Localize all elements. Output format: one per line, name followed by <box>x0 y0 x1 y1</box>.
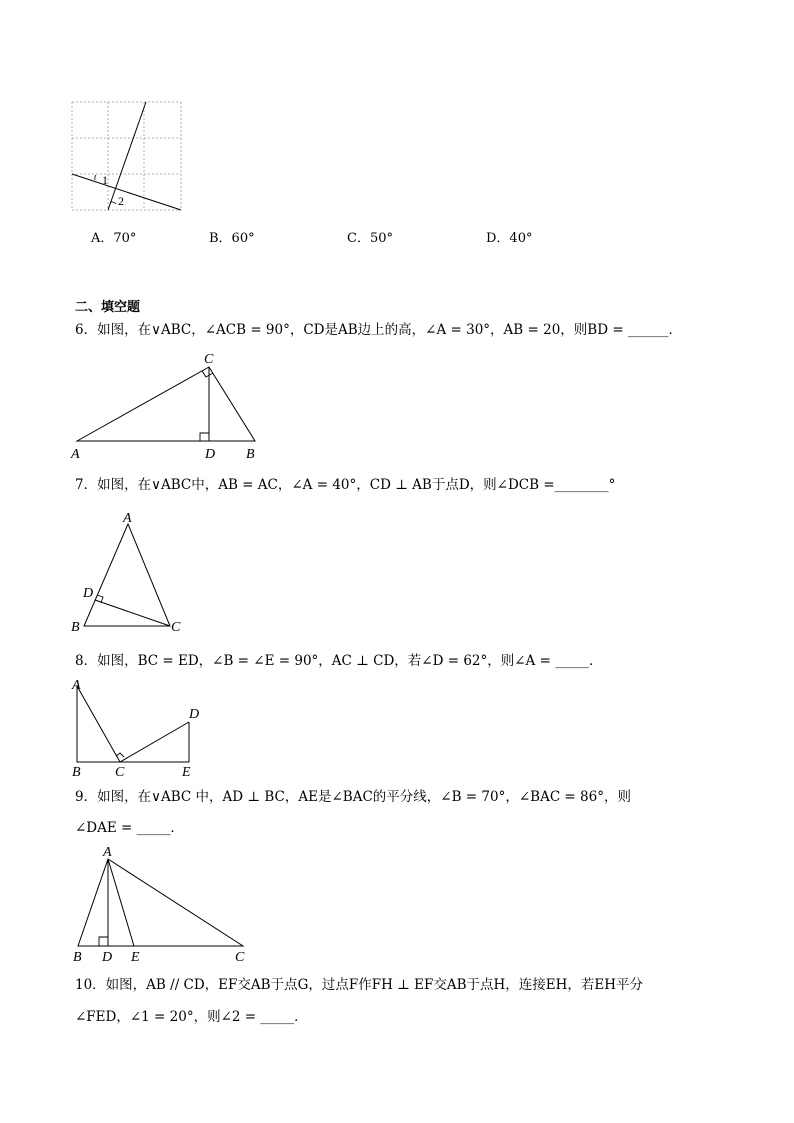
q6-label-c: C <box>204 352 214 367</box>
q7-figure <box>65 508 195 638</box>
q8-label-c: C <box>115 765 125 780</box>
q9-label-b: B <box>73 950 82 965</box>
q9-figure <box>65 840 260 965</box>
q8-label-e: E <box>182 765 191 780</box>
q6-label-b: B <box>246 447 255 462</box>
q5-line-shallow <box>72 174 181 210</box>
q10-text-line2: ∠FED，∠1 = 20°，则∠2 = _____． <box>75 1009 308 1025</box>
section-title: 二、填空题 <box>75 300 141 315</box>
q5-option-b[interactable]: B．60° <box>209 231 255 246</box>
q9-text-line2: ∠DAE = _____． <box>75 820 184 836</box>
q8-label-b: B <box>72 765 81 780</box>
q6-figure <box>65 345 270 465</box>
q5-option-c[interactable]: C．50° <box>347 231 393 246</box>
q6-text: 6．如图，在∨ABC，∠ACB = 90°，CD是AB边上的高，∠A = 30°，AB = 20，则BD = ______． <box>75 322 682 338</box>
q9-label-e: E <box>131 950 140 965</box>
q9-label-d: D <box>102 950 113 965</box>
q9-label-a: A <box>103 845 112 860</box>
q8-figure <box>65 676 215 781</box>
q5-angle2-label: 2 <box>118 194 124 208</box>
q7-label-a: A <box>123 511 132 526</box>
q8-label-d: D <box>189 707 200 722</box>
q7-label-b: B <box>71 620 80 635</box>
q8-text: 8．如图，BC = ED，∠B = ∠E = 90°，AC ⊥ CD，若∠D = 62°，则∠A = _____． <box>75 653 603 669</box>
q7-label-d: D <box>83 586 94 601</box>
q8-label-a: A <box>72 678 81 693</box>
q5-angle1-label: 1 <box>102 173 108 187</box>
q6-label-a: A <box>71 447 80 462</box>
q5-option-a[interactable]: A．70° <box>91 231 137 246</box>
q5-option-d[interactable]: D．40° <box>486 231 533 246</box>
q7-text: 7．如图，在∨ABC中，AB = AC，∠A = 40°，CD ⊥ AB于点D，则∠DCB =________° <box>75 477 616 493</box>
q6-label-d: D <box>205 447 216 462</box>
q10-text-line1: 10．如图，AB // CD，EF交AB于点G，过点F作FH ⊥ EF交AB于点H，连接EH，若EH平分 <box>75 977 644 993</box>
q5-figure <box>60 95 200 220</box>
q7-label-c: C <box>171 620 181 635</box>
q5-line-steep <box>108 102 146 210</box>
q9-label-c: C <box>235 950 245 965</box>
q9-text-line1: 9．如图，在∨ABC 中，AD ⊥ BC，AE是∠BAC的平分线，∠B = 70°，∠BAC = 86°，则 <box>75 789 631 805</box>
q5-angle1-arc <box>95 175 96 180</box>
